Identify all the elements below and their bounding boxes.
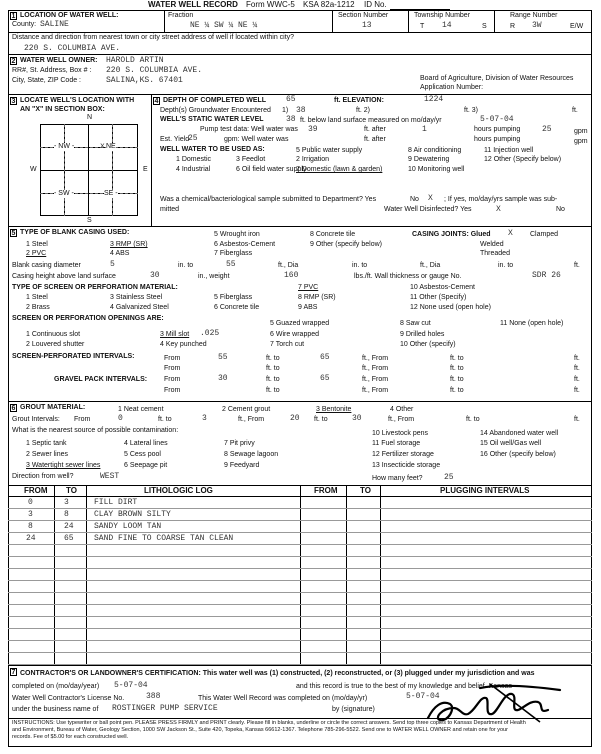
spi-from-label-2: From bbox=[164, 365, 181, 372]
board-text: Board of Agriculture, Division of Water Resources bbox=[420, 75, 574, 82]
section-5-number: 5 bbox=[11, 230, 16, 237]
pump-gpm: 25 bbox=[542, 125, 552, 134]
col-line bbox=[346, 485, 347, 665]
certification-line-1: CONTRACTOR'S OR LANDOWNER'S CERTIFICATION: This water well was (1) constructed, (2) reconstructed, or (3) plugged under my jurisdiction and was bbox=[20, 670, 535, 677]
gpi-ft: ft. bbox=[574, 376, 580, 383]
log-description: CLAY BROWN SILTY bbox=[94, 510, 171, 519]
gpi-ft-from: ft., From bbox=[362, 376, 389, 383]
casing-option[interactable]: 1 Steel bbox=[26, 241, 48, 248]
depth-value: 65 bbox=[286, 95, 296, 104]
contam-option[interactable]: 10 Livestock pens bbox=[372, 430, 429, 437]
compass-s: S bbox=[87, 217, 92, 224]
dia-in-to-3: in. to bbox=[498, 262, 514, 269]
divider bbox=[164, 10, 165, 32]
screen-option[interactable]: 10 Asbestos-Cement bbox=[410, 284, 475, 291]
gpi-to-value: 65 bbox=[320, 374, 330, 383]
spi-ft-2: ft. bbox=[574, 365, 580, 372]
section-1-number: 1 bbox=[11, 13, 16, 20]
contam-option[interactable]: 12 Fertilizer storage bbox=[372, 451, 434, 458]
section-6-number: 6 bbox=[11, 405, 16, 412]
contam-option-selected[interactable]: 3 Watertight sewer lines bbox=[26, 462, 101, 469]
use-option[interactable]: 5 Public water supply bbox=[296, 147, 363, 154]
section-2-number: 2 bbox=[11, 58, 16, 65]
license-number: 388 bbox=[146, 692, 161, 701]
chem-mark: X bbox=[428, 194, 433, 203]
certification-line-4b: by (signature) bbox=[332, 706, 375, 713]
depth-label: DEPTH OF COMPLETED WELL bbox=[163, 97, 267, 104]
contam-option[interactable]: 9 Feedyard bbox=[224, 462, 260, 469]
compass-w: W bbox=[30, 166, 37, 173]
table-row-line bbox=[8, 592, 592, 593]
yield-value: 25 bbox=[188, 134, 198, 143]
owner-label: WATER WELL OWNER: bbox=[20, 57, 98, 64]
log-from: 3 bbox=[28, 510, 33, 519]
use-option[interactable]: 3 Feedlot bbox=[236, 156, 266, 163]
casing-option[interactable]: 7 Fiberglass bbox=[214, 250, 253, 257]
city-value: SALINA,KS. 67401 bbox=[106, 76, 183, 85]
height-in: in., weight bbox=[198, 273, 230, 280]
form-number: Form WWC-5 bbox=[246, 0, 295, 9]
table-row-line bbox=[8, 544, 592, 545]
screen-material-label: TYPE OF SCREEN OR PERFORATION MATERIAL: bbox=[12, 284, 178, 291]
col-line bbox=[86, 485, 87, 665]
threaded-label[interactable]: Threaded bbox=[480, 250, 510, 257]
rule bbox=[8, 54, 592, 55]
dia-ft-3: ft. bbox=[574, 262, 580, 269]
table-row-line bbox=[8, 556, 592, 557]
section-value: 13 bbox=[362, 21, 372, 30]
plug-header-to: TO bbox=[360, 486, 371, 495]
grout-option[interactable]: 1 Neat cement bbox=[118, 406, 164, 413]
spi-ft-to-4: ft. to bbox=[450, 365, 464, 372]
quadrant-sw: - SW - bbox=[54, 190, 74, 197]
rule bbox=[8, 718, 592, 719]
how-many-label: How many feet? bbox=[372, 475, 423, 482]
chem-no[interactable]: No bbox=[410, 196, 419, 203]
static-label: WELL'S STATIC WATER LEVEL bbox=[160, 116, 264, 123]
weight-tail: lbs./ft. Wall thickness or gauge No. bbox=[354, 273, 462, 280]
weight-value: 160 bbox=[284, 271, 299, 280]
chem-label: Was a chemical/bacteriological sample submitted to Department? Yes bbox=[160, 196, 377, 203]
groundwater-label: Depth(s) Groundwater Encountered bbox=[160, 107, 271, 114]
table-row-line bbox=[8, 508, 592, 509]
section-label: Section Number bbox=[338, 12, 389, 19]
log-from: 8 bbox=[28, 522, 33, 531]
casing-option[interactable]: 3 RMP (SR) bbox=[110, 241, 148, 248]
divider bbox=[332, 10, 333, 32]
rule bbox=[8, 401, 592, 402]
spi-from-value: 55 bbox=[218, 353, 228, 362]
gpi-ft-2: ft. bbox=[574, 387, 580, 394]
gravel-pack-label: GRAVEL PACK INTERVALS: bbox=[54, 376, 148, 383]
table-row-line bbox=[8, 652, 592, 653]
table-row-line bbox=[8, 628, 592, 629]
joints-mark: X bbox=[508, 229, 513, 238]
casing-option-selected[interactable]: 2 PVC bbox=[26, 250, 47, 257]
log-header-lithologic: LITHOLOGIC LOG bbox=[144, 486, 213, 495]
disinfected-no[interactable]: No bbox=[556, 206, 565, 213]
disinfected-mark: X bbox=[496, 205, 501, 214]
disinfected-label: Water Well Disinfected? Yes bbox=[384, 206, 472, 213]
use-option-selected[interactable]: 7 Domestic (lawn & garden) bbox=[296, 166, 383, 173]
gpi-ft-from-2: ft., From bbox=[362, 387, 389, 394]
screen-option[interactable]: 2 Brass bbox=[26, 304, 50, 311]
yield-label: Est. Yield bbox=[160, 136, 190, 143]
divider bbox=[151, 94, 152, 226]
instructions-line-3: records. Fee of $5.00 for each constructed well. bbox=[12, 734, 129, 740]
opening-option-selected[interactable]: 3 Mill slot bbox=[160, 331, 190, 338]
table-row-line bbox=[8, 604, 592, 605]
completed-date: 5-07-04 bbox=[114, 681, 148, 690]
contam-option[interactable]: 14 Abandoned water well bbox=[480, 430, 559, 437]
form-title: WATER WELL RECORD bbox=[148, 0, 238, 9]
casing-option[interactable]: 5 Wrought iron bbox=[214, 231, 260, 238]
gpi-from-label-2: From bbox=[164, 387, 181, 394]
gi-ft-to-2: ft. to bbox=[314, 416, 328, 423]
section-3-number: 3 bbox=[11, 98, 16, 105]
screen-option[interactable]: 11 Other (Specify) bbox=[410, 294, 467, 301]
gpi-ft-to-2: ft. to bbox=[450, 376, 464, 383]
pump-label: Pump test data: Well water was bbox=[200, 126, 298, 133]
certification-line-2b: and this record is true to the best of my knowledge and belief. Kansas bbox=[296, 683, 512, 690]
gi-to2-value: 30 bbox=[352, 414, 362, 423]
spi-ft-from: ft., From bbox=[362, 355, 389, 362]
gi-from-value: 0 bbox=[118, 414, 123, 423]
gw1-num: 1) bbox=[282, 107, 289, 114]
table-row-line bbox=[8, 520, 592, 521]
use-option[interactable]: 1 Domestic bbox=[176, 156, 212, 163]
opening-option[interactable]: 10 Other (specify) bbox=[400, 341, 456, 348]
spi-ft-to: ft. to bbox=[266, 355, 280, 362]
use-option[interactable]: 9 Dewatering bbox=[408, 156, 450, 163]
city-label: City, State, ZIP Code : bbox=[12, 77, 81, 84]
application-label: Application Number: bbox=[420, 84, 484, 91]
spi-from-label: From bbox=[164, 355, 181, 362]
how-many-value: 25 bbox=[444, 473, 454, 482]
opening-option[interactable]: 1 Continuous slot bbox=[26, 331, 81, 338]
owner-value: HAROLD ARTIN bbox=[106, 56, 164, 65]
opening-option[interactable]: 6 Wire wrapped bbox=[270, 331, 320, 338]
screen-option[interactable]: 3 Stainless Steel bbox=[110, 294, 163, 301]
compass-n: N bbox=[87, 114, 93, 121]
gi-to-value: 3 bbox=[202, 414, 207, 423]
screen-option-selected[interactable]: 7 PVC bbox=[298, 284, 319, 291]
gpi-from-label: From bbox=[164, 376, 181, 383]
screen-option[interactable]: 5 Fiberglass bbox=[214, 294, 253, 301]
spi-ft-to-3: ft. to bbox=[266, 365, 280, 372]
use-option[interactable]: 6 Oil field water supply bbox=[236, 166, 307, 173]
fraction-label: Fraction bbox=[168, 12, 194, 19]
gw1-value: 38 bbox=[296, 106, 306, 115]
log-from: 24 bbox=[26, 534, 36, 543]
col-line bbox=[380, 485, 381, 665]
plug-header-intervals: PLUGGING INTERVALS bbox=[440, 486, 530, 495]
contam-option[interactable]: 4 Lateral lines bbox=[124, 440, 168, 447]
diameter-value: 5 bbox=[110, 260, 115, 269]
screen-option[interactable]: 8 RMP (SR) bbox=[298, 294, 336, 301]
use-option[interactable]: 8 Air conditioning bbox=[408, 147, 462, 154]
instructions-line-1: INSTRUCTIONS: Use typewriter or ball point pen. PLEASE PRESS FIRMLY and PRINT clearly. Please fill in blanks, underline or circle the correct answers. Send top three copies to Kansas Department of Health bbox=[12, 720, 526, 726]
opening-option[interactable]: 8 Saw cut bbox=[400, 320, 431, 327]
instructions-line-2: and Environment, Bureau of Water, Geology Section, 1000 SW Jackson St., Suite 420, Topeka, Kansas 66612-1367. Telephone 785-296-5522. Send one to WATER WELL OWNER and retain one for your bbox=[12, 727, 508, 733]
table-row-line bbox=[8, 580, 592, 581]
opening-option[interactable]: 7 Torch cut bbox=[270, 341, 305, 348]
gpi-from-value: 30 bbox=[218, 374, 228, 383]
static-tail: ft. below land surface measured on mo/day/yr bbox=[300, 117, 442, 124]
log-header-from: FROM bbox=[24, 486, 48, 495]
spi-ft-from-2: ft., From bbox=[362, 365, 389, 372]
direction-value: WEST bbox=[100, 472, 120, 481]
township-s: S bbox=[482, 23, 487, 30]
pump-value: 39 bbox=[308, 125, 318, 134]
screen-option[interactable]: 9 ABS bbox=[298, 304, 318, 311]
gpi-ft-to-3: ft. to bbox=[266, 387, 280, 394]
ksa-ref: KSA 82a-1212 bbox=[303, 0, 355, 9]
box-dash bbox=[112, 124, 113, 216]
use-option[interactable]: 10 Monitoring well bbox=[408, 166, 465, 173]
opening-option[interactable]: 2 Louvered shutter bbox=[26, 341, 85, 348]
range-r: R bbox=[510, 23, 516, 30]
clamped-label[interactable]: Clamped bbox=[530, 231, 559, 238]
welded-label[interactable]: Welded bbox=[480, 241, 504, 248]
log-from: 0 bbox=[28, 498, 33, 507]
dia-in-to-2: in. to bbox=[352, 262, 368, 269]
plug-header-from: FROM bbox=[314, 486, 338, 495]
height-value: 30 bbox=[150, 271, 160, 280]
table-row-line bbox=[8, 640, 592, 641]
log-to: 65 bbox=[64, 534, 74, 543]
section-4-number: 4 bbox=[154, 98, 159, 105]
log-to: 3 bbox=[64, 498, 69, 507]
divider bbox=[408, 10, 409, 32]
use-option[interactable]: 12 Other (Specify below) bbox=[484, 156, 562, 163]
joints-label: CASING JOINTS: Glued bbox=[412, 231, 491, 238]
rule bbox=[8, 32, 592, 33]
locate-title-1: LOCATE WELL'S LOCATION WITH bbox=[20, 97, 135, 104]
gpm-unit-2: gpm bbox=[574, 138, 588, 145]
business-name: ROSTINGER PUMP SERVICE bbox=[112, 704, 218, 713]
dia-ft-2: ft., Dia bbox=[420, 262, 441, 269]
gi-from-label: From bbox=[74, 416, 91, 423]
gauge-value: SDR 26 bbox=[532, 271, 561, 280]
range-label: Range Number bbox=[510, 12, 558, 19]
pump-hours: 1 bbox=[422, 125, 427, 134]
distance-value: 220 S. COLUMBIA AVE. bbox=[24, 44, 121, 53]
grout-intervals-label: Grout Intervals: bbox=[12, 416, 60, 423]
divider bbox=[494, 10, 495, 32]
log-header-to: TO bbox=[66, 486, 77, 495]
contam-option[interactable]: 1 Septic tank bbox=[26, 440, 67, 447]
rule bbox=[8, 665, 592, 666]
elevation-value: 1224 bbox=[424, 95, 444, 104]
casing-label: TYPE OF BLANK CASING USED: bbox=[20, 229, 130, 236]
mill-slot-size: .025 bbox=[200, 329, 220, 338]
range-value: 3W bbox=[532, 21, 542, 30]
openings-label: SCREEN OR PERFORATION OPENINGS ARE: bbox=[12, 315, 164, 322]
gi-ft-to-3: ft. to bbox=[466, 416, 480, 423]
rule bbox=[8, 94, 592, 95]
gw3-label: ft. 3) bbox=[464, 107, 479, 114]
yield-after: ft. after bbox=[364, 136, 386, 143]
gi-ft-from-2: ft., From bbox=[388, 416, 415, 423]
opening-option[interactable]: 4 Key punched bbox=[160, 341, 207, 348]
opening-option[interactable]: 11 None (open hole) bbox=[500, 320, 564, 327]
gi-ft-from: ft., From bbox=[238, 416, 265, 423]
elevation-label: ft. ELEVATION: bbox=[334, 97, 384, 104]
use-label: WELL WATER TO BE USED AS: bbox=[160, 146, 265, 153]
screen-option[interactable]: 12 None used (open hole) bbox=[410, 304, 491, 311]
certification-line-3b: This Water Well Record was completed on (mo/day/yr) bbox=[198, 695, 368, 702]
box-dash bbox=[64, 124, 65, 216]
compass-e: E bbox=[143, 166, 148, 173]
address-value: 220 S. COLUMBIA AVE. bbox=[106, 66, 203, 75]
gi-from2-value: 20 bbox=[290, 414, 300, 423]
use-option[interactable]: 11 Injection well bbox=[484, 147, 534, 154]
log-description: SAND FINE TO COARSE TAN CLEAN bbox=[94, 534, 234, 543]
grout-option[interactable]: 2 Cement grout bbox=[222, 406, 271, 413]
yield-gpm: gpm: Well water was bbox=[224, 136, 289, 143]
mitted-text: mitted bbox=[160, 206, 180, 213]
height-label: Casing height above land surface bbox=[12, 273, 116, 280]
log-to: 24 bbox=[64, 522, 74, 531]
log-description: SANDY LOOM TAN bbox=[94, 522, 162, 531]
contam-option[interactable]: 5 Cess pool bbox=[124, 451, 161, 458]
box-hline bbox=[40, 170, 138, 171]
contam-option[interactable]: 16 Other (specify below) bbox=[480, 451, 556, 458]
yield-hours-label: hours pumping bbox=[474, 136, 521, 143]
rule bbox=[8, 226, 592, 227]
table-row-line bbox=[8, 532, 592, 533]
quadrant-se: SE - bbox=[104, 190, 118, 197]
casing-option[interactable]: 6 Asbestos-Cement bbox=[214, 241, 276, 248]
diameter-label: Blank casing diameter bbox=[12, 262, 81, 269]
grout-option[interactable]: 4 Other bbox=[390, 406, 414, 413]
section-7-number: 7 bbox=[11, 669, 16, 676]
opening-option[interactable]: 5 Guazed wrapped bbox=[270, 320, 330, 327]
static-value: 38 bbox=[286, 115, 296, 124]
gpi-ft-to: ft. to bbox=[266, 376, 280, 383]
screen-option[interactable]: 1 Steel bbox=[26, 294, 48, 301]
county-value: SALINE bbox=[40, 20, 69, 29]
pump-after: ft. after bbox=[364, 126, 386, 133]
township-label: Township Number bbox=[414, 12, 471, 19]
spi-ft: ft. bbox=[574, 355, 580, 362]
location-title: LOCATION OF WATER WELL: bbox=[20, 12, 119, 19]
opening-option[interactable]: 9 Drilled holes bbox=[400, 331, 445, 338]
location-mark: x bbox=[100, 142, 105, 151]
distance-label: Distance and direction from nearest town or city street address of well if located within city? bbox=[12, 34, 295, 41]
diameter-to-value: 55 bbox=[226, 260, 236, 269]
gi-ft-to: ft. to bbox=[158, 416, 172, 423]
township-t: T bbox=[420, 23, 425, 30]
table-row-line bbox=[8, 568, 592, 569]
quadrant-ne: NE bbox=[106, 143, 116, 150]
casing-option[interactable]: 4 ABS bbox=[110, 250, 130, 257]
gpi-ft-to-4: ft. to bbox=[450, 387, 464, 394]
use-option[interactable]: 2 Irrigation bbox=[296, 156, 330, 163]
id-label: ID No. bbox=[364, 0, 387, 9]
contam-option[interactable]: 11 Fuel storage bbox=[372, 440, 421, 447]
contam-option[interactable]: 7 Pit privy bbox=[224, 440, 255, 447]
dia-in-to: in. to bbox=[178, 262, 194, 269]
spi-ft-to-2: ft. to bbox=[450, 355, 464, 362]
contam-option[interactable]: 8 Sewage lagoon bbox=[224, 451, 279, 458]
gw2-label: ft. 2) bbox=[356, 107, 371, 114]
certification-line-2a: completed on (mo/day/year) bbox=[12, 683, 100, 690]
grout-label: GROUT MATERIAL: bbox=[20, 404, 86, 411]
screen-option[interactable]: 6 Concrete tile bbox=[214, 304, 260, 311]
contamination-label: What is the nearest source of possible contamination: bbox=[12, 427, 179, 434]
township-value: 14 bbox=[442, 21, 452, 30]
contam-option[interactable]: 2 Sewer lines bbox=[26, 451, 69, 458]
dia-ft: ft., Dia bbox=[278, 262, 299, 269]
grout-option-selected[interactable]: 3 Bentonite bbox=[316, 406, 352, 413]
contam-option[interactable]: 15 Oil well/Gas well bbox=[480, 440, 542, 447]
fraction-value: NE ¼ SW ¼ NE ¼ bbox=[190, 21, 258, 30]
range-ew: E/W bbox=[570, 23, 584, 30]
contam-option[interactable]: 6 Seepage pit bbox=[124, 462, 168, 469]
casing-option[interactable]: 8 Concrete tile bbox=[310, 231, 356, 238]
screen-option[interactable]: 4 Galvanized Steel bbox=[110, 304, 169, 311]
contam-option[interactable]: 13 Insecticide storage bbox=[372, 462, 441, 469]
address-label: RR#, St. Address, Box # : bbox=[12, 67, 92, 74]
chem-tail: ; If yes, mo/day/yrs sample was sub- bbox=[444, 196, 558, 203]
locate-title-2: AN "X" IN SECTION BOX: bbox=[20, 106, 105, 113]
gpm-unit: gpm bbox=[574, 128, 588, 135]
use-option[interactable]: 4 Industrial bbox=[176, 166, 211, 173]
gi-ft: ft. bbox=[574, 416, 580, 423]
spi-to-value: 65 bbox=[320, 353, 330, 362]
gw-end: ft. bbox=[572, 107, 578, 114]
log-description: FILL DIRT bbox=[94, 498, 138, 507]
certification-line-3a: Water Well Contractor's License No. bbox=[12, 695, 125, 702]
record-date: 5-07-04 bbox=[406, 692, 440, 701]
log-to: 8 bbox=[64, 510, 69, 519]
quadrant-nw: - NW - bbox=[54, 143, 75, 150]
county-label: County: bbox=[12, 21, 37, 28]
static-date: 5-07-04 bbox=[480, 115, 514, 124]
pump-hours-label: hours pumping bbox=[474, 126, 521, 133]
casing-option[interactable]: 9 Other (specify below) bbox=[310, 241, 382, 248]
direction-label: Direction from well? bbox=[12, 473, 74, 480]
col-line bbox=[54, 485, 55, 665]
screen-intervals-label: SCREEN-PERFORATED INTERVALS: bbox=[12, 353, 135, 360]
certification-line-4a: under the business name of bbox=[12, 706, 99, 713]
table-row-line bbox=[8, 616, 592, 617]
col-line bbox=[300, 485, 301, 665]
